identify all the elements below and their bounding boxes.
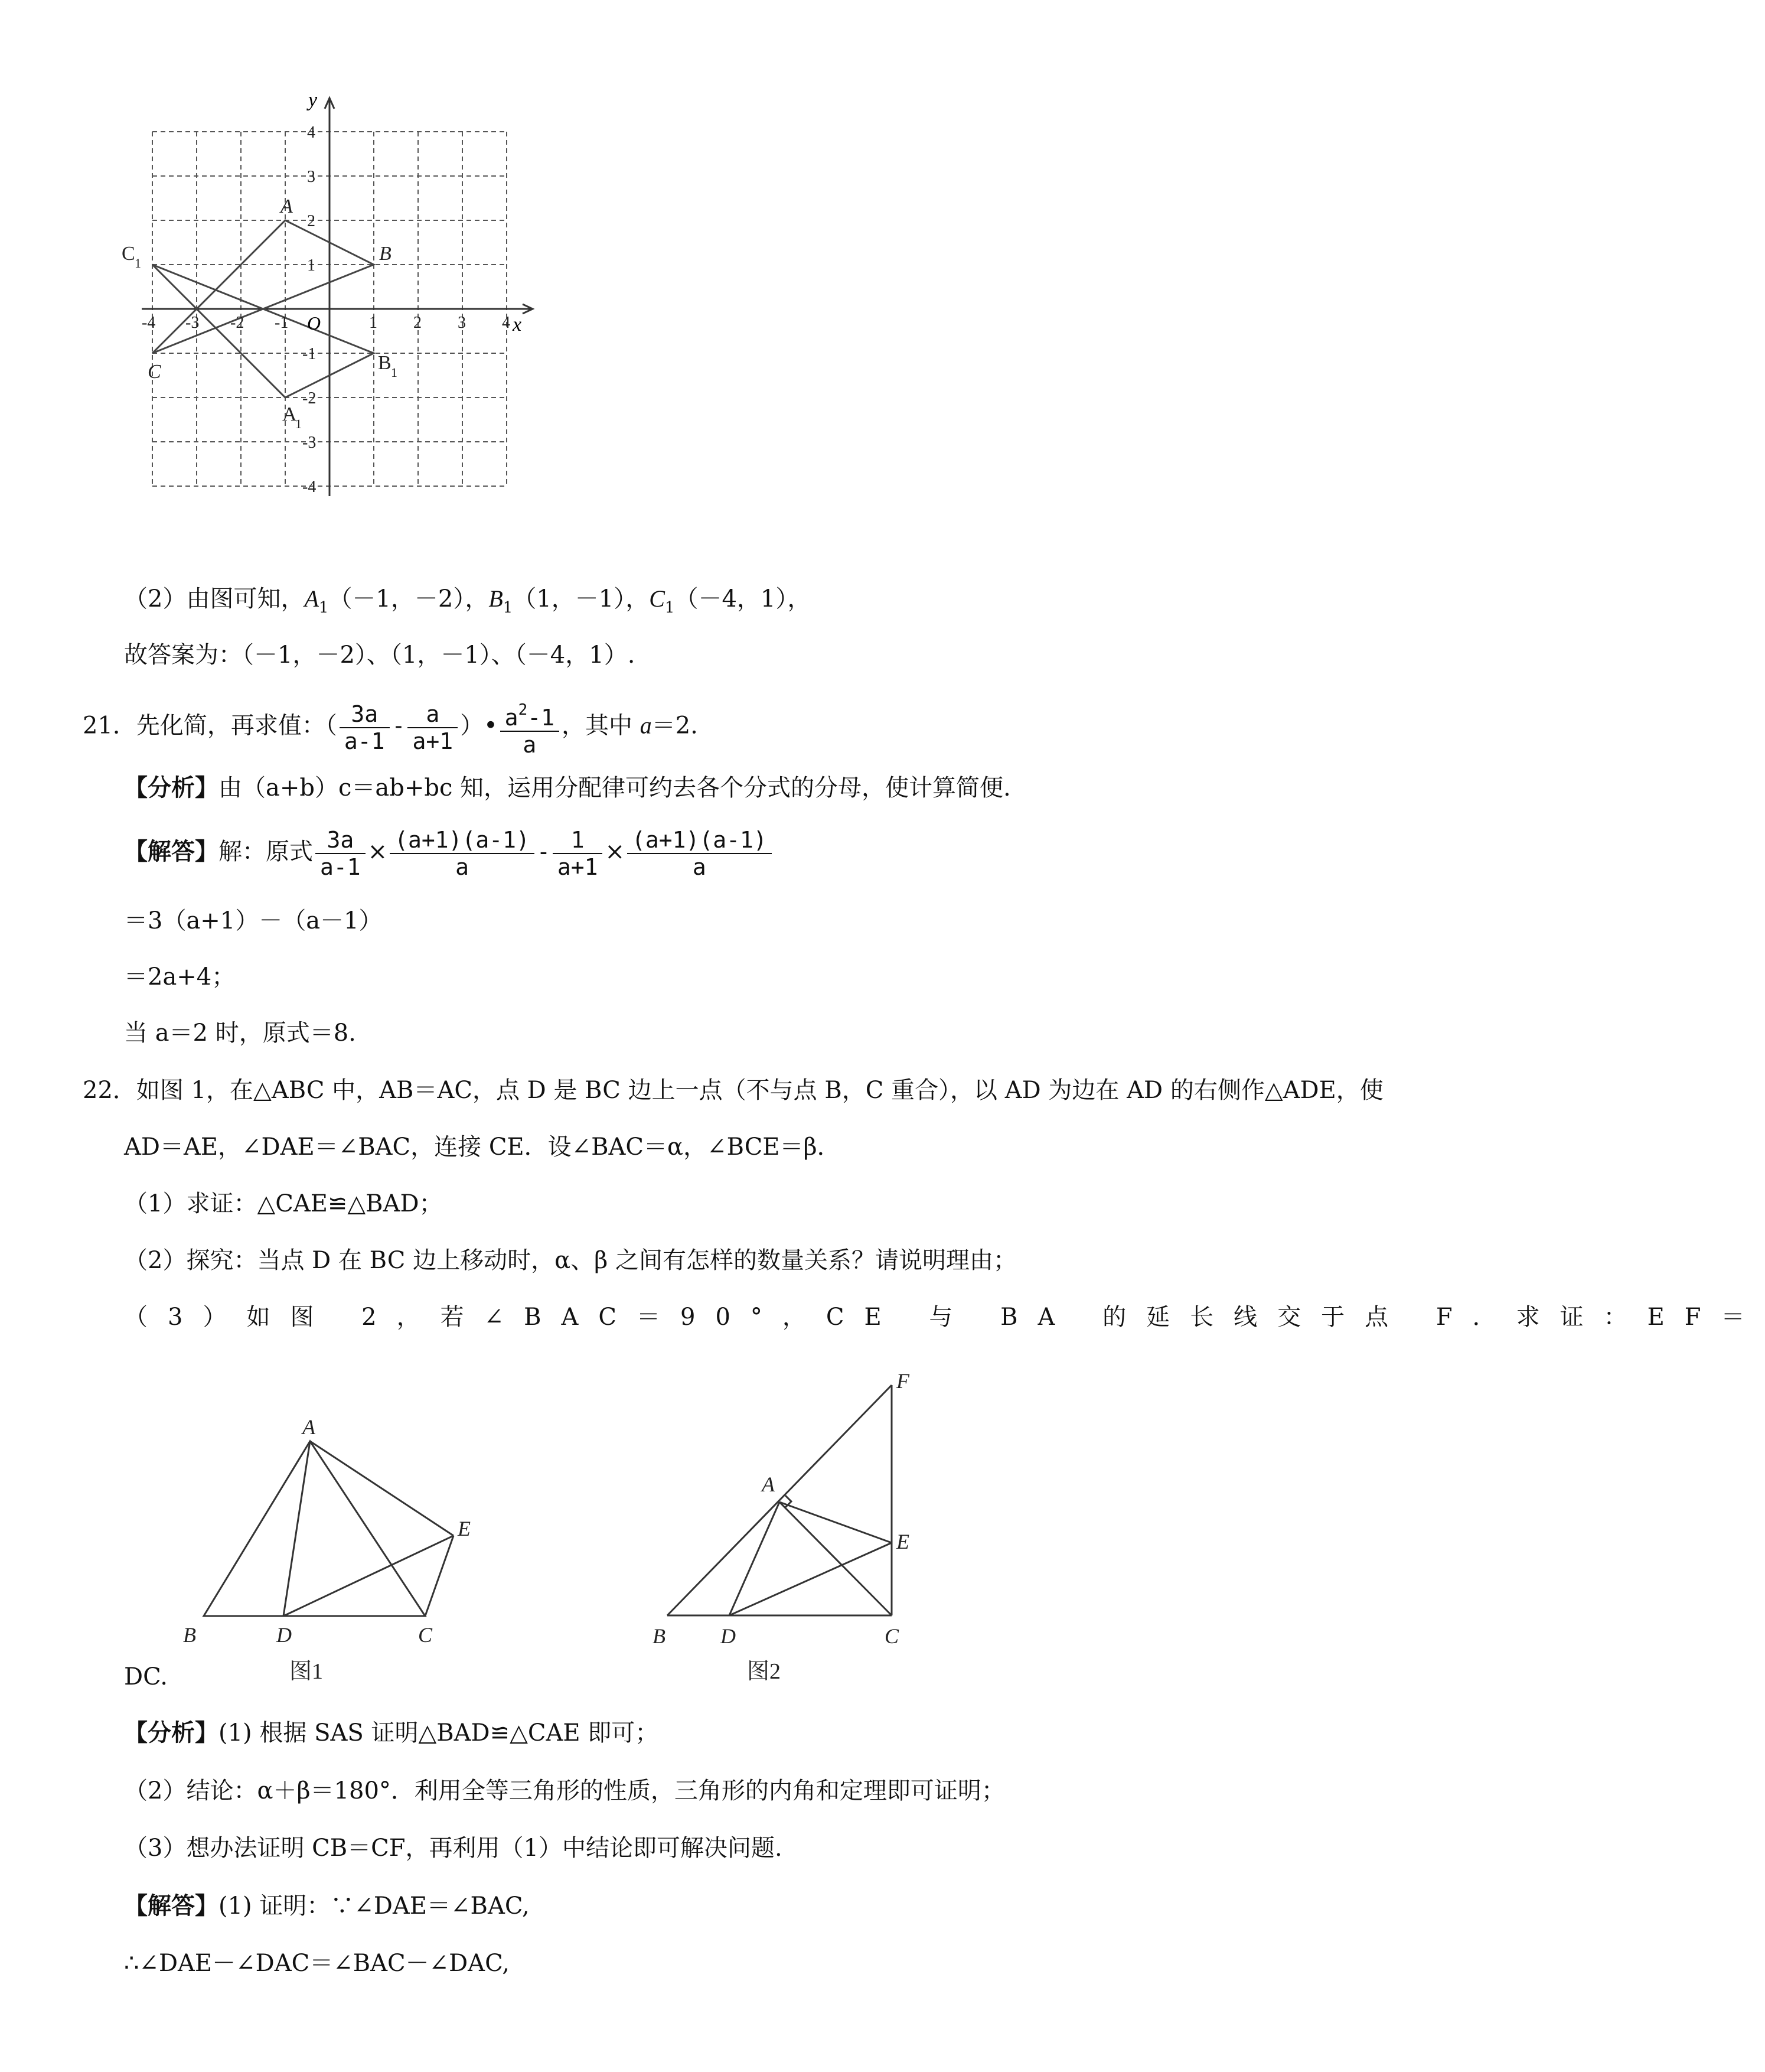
figure-2	[644, 1358, 974, 1695]
svg-text:-4: -4	[142, 314, 156, 332]
svg-text:-4: -4	[302, 478, 317, 496]
fig2-label-B: B	[653, 1624, 665, 1648]
q22-analysis-2: （2）结论：α＋β＝180°．利用全等三角形的性质，三角形的内角和定理即可证明；	[124, 1777, 1005, 1804]
svg-text:-2: -2	[230, 314, 244, 332]
q22-analysis-1: 【分析】(1) 根据 SAS 证明△BAD≌△CAE 即可；	[124, 1719, 659, 1747]
fig1-caption: 图1	[289, 1659, 324, 1684]
figure-1	[171, 1412, 502, 1695]
svg-text:-2: -2	[302, 389, 317, 408]
fig1-label-E: E	[458, 1517, 471, 1540]
point-B-label: B	[379, 243, 392, 265]
fig1-label-D: D	[276, 1623, 292, 1647]
svg-text:4: 4	[307, 123, 315, 142]
svg-text:2: 2	[413, 314, 422, 332]
svg-text:2: 2	[307, 212, 315, 230]
svg-text:1: 1	[391, 365, 397, 380]
svg-text:1: 1	[135, 256, 141, 271]
coordinate-grid-figure	[118, 89, 543, 502]
q22-part3: （3）如图 2，若∠BAC＝90°，CE 与 BA 的延长线交于点 F．求证：EF＝	[124, 1304, 1765, 1331]
point-A1-label: A	[282, 403, 297, 425]
fig2-label-D: D	[720, 1624, 736, 1648]
q22-part3-continued: DC.	[124, 1663, 168, 1690]
fraction: $\frac{1}{a+1}$	[553, 827, 603, 880]
q20-final-answer: 故答案为：（－1，－2）、（1，－1）、（－4，1）.	[124, 641, 635, 669]
q22-solution-1: 【解答】(1) 证明：∵∠DAE＝∠BAC,	[124, 1892, 530, 1920]
q22-text-line2: AD＝AE，∠DAE＝∠BAC，连接 CE．设∠BAC＝α，∠BCE＝β．	[124, 1133, 841, 1161]
q22-part2: （2）探究：当点 D 在 BC 边上移动时，α、β 之间有怎样的数量关系？请说明理由；	[124, 1247, 1017, 1274]
axes	[142, 98, 533, 496]
fraction: $\frac{a^2-1}{a}$	[500, 697, 559, 758]
q21-step2: ＝2a+4；	[124, 963, 236, 991]
fig2-label-C: C	[885, 1624, 899, 1648]
fig2-label-F: F	[896, 1369, 909, 1393]
svg-text:-3: -3	[302, 434, 317, 452]
q21-step3: 当 a＝2 时，原式＝8.	[124, 1019, 356, 1047]
point-B1-label: B	[378, 352, 392, 374]
fig1-label-A: A	[302, 1415, 315, 1439]
q20-part2-answer: （2）由图可知，$A_1(-1$，－2），$B_1(1$，－1），$C_1(-4$，1），	[124, 585, 811, 617]
point-A-label: A	[280, 196, 293, 217]
fig2-caption: 图2	[747, 1659, 781, 1684]
svg-text:-1: -1	[302, 345, 317, 363]
svg-text:3: 3	[458, 314, 466, 332]
fraction: $\frac{3a}{a-1}$	[340, 701, 390, 754]
x-axis-label: x	[513, 314, 522, 335]
fig2-label-E: E	[896, 1530, 909, 1553]
fraction: $\frac{3a}{a-1}$	[315, 827, 366, 880]
svg-text:-1: -1	[275, 314, 289, 332]
point-labels	[122, 196, 397, 431]
svg-text:3: 3	[307, 168, 315, 186]
q22-analysis-3: （3）想办法证明 CB＝CF，再利用（1）中结论即可解决问题.	[124, 1835, 782, 1862]
point-C-label: C	[148, 361, 161, 383]
fraction: $\frac{a}{a+1}$	[407, 701, 458, 754]
svg-text:1: 1	[307, 256, 315, 275]
q21-step1: ＝3（a+1）－（a－1）	[124, 907, 383, 934]
fig1-label-C: C	[418, 1623, 433, 1647]
svg-text:1: 1	[369, 314, 377, 332]
q21-analysis: 【分析】由（a+b）c＝ab+bc 知，运用分配律可约去各个分式的分母，使计算简便.	[124, 774, 1011, 802]
fig2-label-A: A	[762, 1472, 775, 1496]
point-C1-label: C	[122, 243, 135, 265]
q22-text-line1: 22．如图 1，在△ABC 中，AB＝AC，点 D 是 BC 边上一点（不与点 B，C 重合），以 AD 为边在 AD 的右侧作△ADE，使	[83, 1077, 1384, 1104]
fraction: $\frac{(a+1)(a-1)}{a}$	[627, 827, 772, 880]
origin-label: O	[307, 312, 321, 334]
q21-solution: 【解答】解：原式 $\frac{3a}{a-1}$ × $\frac{(a+1)(a-1)}{a}$ - $\frac{1}{a+1}$ × $\frac{(a+1)(a-1)}{a}$	[124, 827, 774, 880]
svg-text:4: 4	[502, 314, 510, 332]
svg-text:-3: -3	[185, 314, 200, 332]
fraction: $\frac{(a+1)(a-1)}{a}$	[390, 827, 534, 880]
fig1-label-B: B	[183, 1623, 196, 1647]
svg-text:1: 1	[295, 416, 302, 431]
y-axis-label: y	[308, 89, 318, 111]
x-tick-labels	[142, 314, 510, 332]
q21-question: 21．先化简，再求值：（ $\frac{3a}{a-1}$ - $\frac{a}{a+1}$ ）• $\frac{a^2-1}{a}$ ，其中 a＝2.	[83, 697, 698, 758]
q22-solution-2: ∴∠DAE－∠DAC＝∠BAC－∠DAC,	[124, 1950, 510, 1977]
q22-part1: （1）求证：△CAE≌△BAD；	[124, 1190, 443, 1217]
